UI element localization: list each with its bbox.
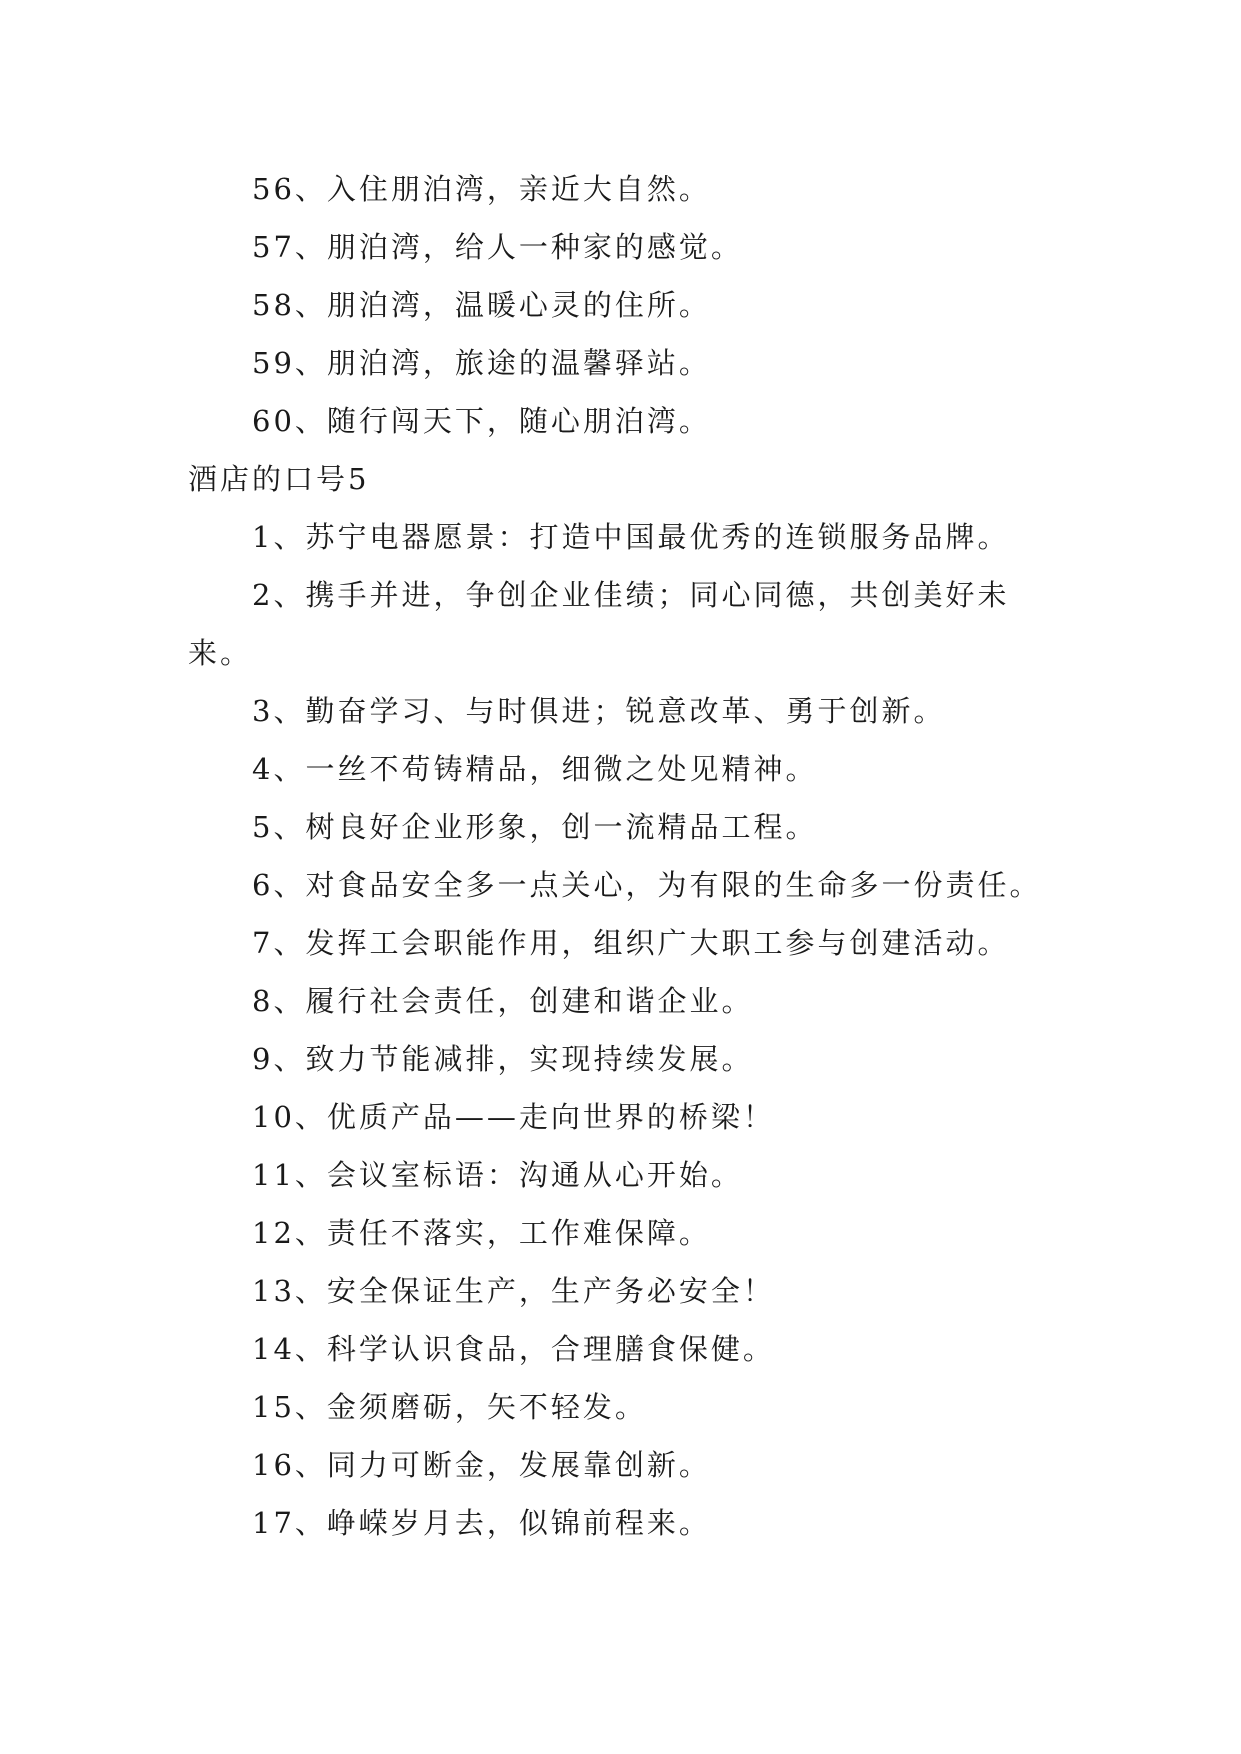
list-item: 10、优质产品——走向世界的桥梁！ <box>252 1100 775 1134</box>
list-item: 12、责任不落实，工作难保障。 <box>252 1216 711 1250</box>
list-item: 17、峥嵘岁月去，似锦前程来。 <box>252 1506 711 1540</box>
list-item: 3、勤奋学习、与时俱进；锐意改革、勇于创新。 <box>252 694 946 728</box>
list-item: 59、朋泊湾，旅途的温馨驿站。 <box>252 346 711 380</box>
list-item: 15、金须磨砺，矢不轻发。 <box>252 1390 647 1424</box>
list-item: 1、苏宁电器愿景：打造中国最优秀的连锁服务品牌。 <box>252 520 1010 554</box>
list-item: 2、携手并进，争创企业佳绩；同心同德，共创美好未来。 <box>188 578 1010 670</box>
section-heading: 酒店的口号5 <box>188 462 370 496</box>
list-item: 13、安全保证生产，生产务必安全！ <box>252 1274 775 1308</box>
list-item: 8、履行社会责任，创建和谐企业。 <box>252 984 754 1018</box>
list-item: 58、朋泊湾，温暖心灵的住所。 <box>252 288 711 322</box>
list-item: 9、致力节能减排，实现持续发展。 <box>252 1042 754 1076</box>
list-item: 7、发挥工会职能作用，组织广大职工参与创建活动。 <box>252 926 1010 960</box>
list-item: 16、同力可断金，发展靠创新。 <box>252 1448 711 1482</box>
list-item: 5、树良好企业形象，创一流精品工程。 <box>252 810 818 844</box>
list-item: 57、朋泊湾，给人一种家的感觉。 <box>252 230 743 264</box>
list-item: 56、入住朋泊湾，亲近大自然。 <box>252 172 711 206</box>
list-item: 6、对食品安全多一点关心，为有限的生命多一份责任。 <box>252 868 1042 902</box>
list-item: 11、会议室标语：沟通从心开始。 <box>252 1158 743 1192</box>
document-body <box>188 160 1068 1552</box>
list-item: 60、随行闯天下，随心朋泊湾。 <box>252 404 711 438</box>
list-item: 4、一丝不苟铸精品，细微之处见精神。 <box>252 752 818 786</box>
list-item: 14、科学认识食品，合理膳食保健。 <box>252 1332 775 1366</box>
